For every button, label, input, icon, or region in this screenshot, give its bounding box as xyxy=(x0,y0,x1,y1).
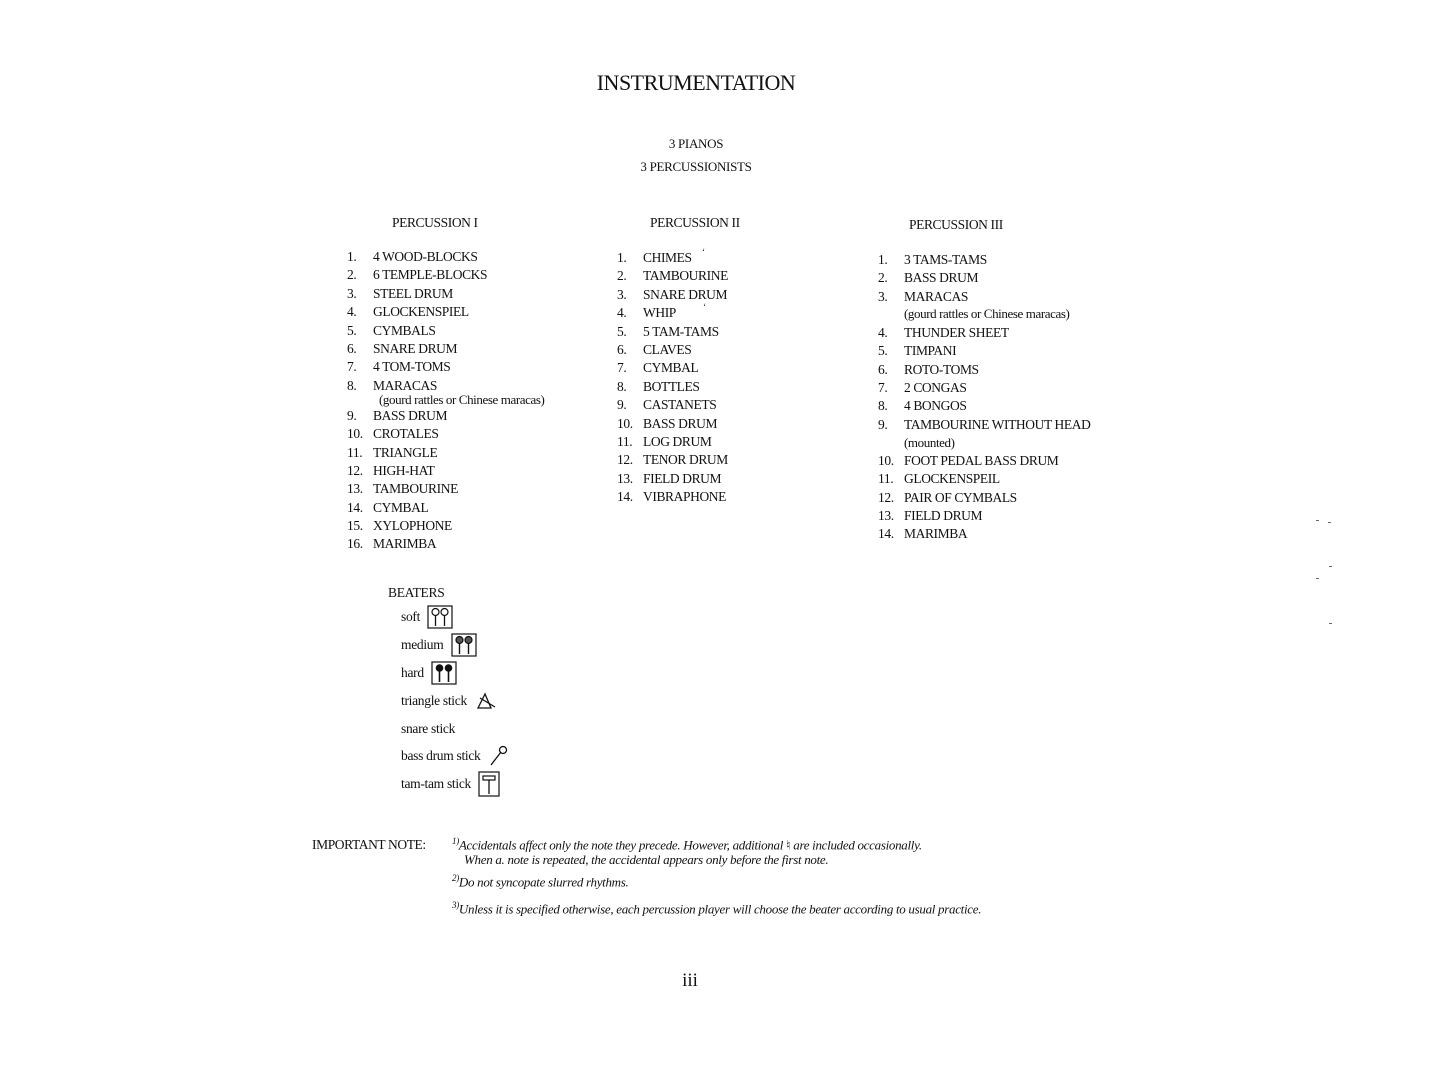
percussion-2-heading: PERCUSSION II xyxy=(650,215,740,230)
item-number: 14. xyxy=(878,526,894,542)
item-name: SNARE DRUM xyxy=(643,286,728,302)
beater-hard xyxy=(401,660,457,684)
soft-mallet-icon xyxy=(427,605,453,629)
item-name: TIMPANI xyxy=(904,343,957,359)
item-name: CASTANETS xyxy=(643,397,717,413)
item-name: MARACAS xyxy=(373,377,437,393)
beater-label: medium xyxy=(401,636,444,652)
item-name: 5 TAM-TAMS xyxy=(643,323,719,339)
note-1-line-2: When a. note is repeated, the accidental appears only before the first note. xyxy=(464,852,829,867)
item-name: TAMBOURINE xyxy=(643,268,728,284)
note-1 xyxy=(452,836,922,853)
item-number: 4. xyxy=(878,324,888,340)
item-note: (gourd rattles or Chinese maracas) xyxy=(379,391,545,407)
note-marker: 2) xyxy=(452,873,459,883)
note-text: Accidentals affect only the note they precede. However, additional ♮ are included occasionally. xyxy=(458,837,922,853)
bass-drum-stick-icon xyxy=(488,745,508,767)
item-number: 6. xyxy=(617,341,627,357)
item-name: GLOCKENSPIEL xyxy=(373,304,469,320)
beater-snare-stick xyxy=(401,716,455,740)
beater-label: triangle stick xyxy=(401,692,467,708)
item-number: 1. xyxy=(347,249,357,264)
item-name: TAMBOURINE xyxy=(373,481,458,497)
item-name: MARACAS xyxy=(904,288,968,304)
tick-mark: ʻ xyxy=(702,247,705,257)
item-number: 12. xyxy=(878,489,894,505)
item-name: 4 WOOD-BLOCKS xyxy=(373,249,478,264)
medium-mallet-icon xyxy=(451,633,477,657)
item-name: BASS DRUM xyxy=(643,415,718,431)
percussion-3-heading: PERCUSSION III xyxy=(909,217,1003,232)
item-note: (mounted) xyxy=(904,434,955,450)
item-number: 14. xyxy=(347,499,363,515)
item-name: THUNDER SHEET xyxy=(904,324,1009,340)
item-name: TRIANGLE xyxy=(373,444,438,460)
ensemble-pianos: 3 PIANOS xyxy=(668,136,724,151)
item-name: LOG DRUM xyxy=(643,433,712,449)
item-number: 12. xyxy=(617,452,633,468)
item-number: 4. xyxy=(617,305,627,321)
item-number: 9. xyxy=(878,416,888,432)
item-number: 11. xyxy=(617,433,633,449)
item-number: 1. xyxy=(617,250,627,265)
beater-label: hard xyxy=(401,664,424,680)
item-number: 3. xyxy=(878,288,888,304)
item-number: 7. xyxy=(617,360,627,376)
note-marker: 1) xyxy=(452,836,459,846)
important-note-label: IMPORTANT NOTE: xyxy=(312,837,426,852)
item-name: 4 TOM-TOMS xyxy=(373,359,451,375)
item-number: 3. xyxy=(347,285,357,301)
note-text: Do not syncopate slurred rhythms. xyxy=(458,874,629,890)
tam-tam-stick-icon xyxy=(478,771,500,797)
page-number: iii xyxy=(682,970,698,991)
item-number: 11. xyxy=(878,471,894,487)
scan-speck xyxy=(1329,566,1332,567)
item-number: 10. xyxy=(878,452,894,468)
item-number: 9. xyxy=(617,397,627,413)
item-number: 15. xyxy=(347,518,363,534)
item-number: 12. xyxy=(347,462,363,478)
item-number: 11. xyxy=(347,444,363,460)
item-number: 5. xyxy=(617,323,627,339)
item-number: 5. xyxy=(878,343,888,359)
percussion-1-heading: PERCUSSION I xyxy=(392,215,478,230)
beater-soft xyxy=(401,604,453,628)
beater-label: tam-tam stick xyxy=(401,776,471,791)
beater-medium xyxy=(401,632,477,656)
item-name: CLAVES xyxy=(643,341,692,357)
item-name: BASS DRUM xyxy=(904,270,979,286)
item-name: SNARE DRUM xyxy=(373,340,458,356)
item-number: 9. xyxy=(347,407,357,423)
note-2 xyxy=(452,873,628,890)
item-name: 2 CONGAS xyxy=(904,379,967,395)
item-name: WHIP xyxy=(643,305,676,321)
item-name: CYMBAL xyxy=(643,360,699,376)
item-number: 2. xyxy=(617,268,627,284)
item-name: CROTALES xyxy=(373,426,439,442)
item-name: CYMBAL xyxy=(373,499,429,515)
scan-speck xyxy=(1316,520,1319,521)
item-number: 3. xyxy=(617,286,627,302)
scan-speck xyxy=(1316,578,1319,579)
item-number: 7. xyxy=(347,359,357,375)
item-name: TENOR DRUM xyxy=(643,452,728,468)
item-name: GLOCKENSPEIL xyxy=(904,471,1000,487)
item-number: 10. xyxy=(617,415,633,431)
beater-triangle-stick xyxy=(401,688,498,712)
item-name: MARIMBA xyxy=(904,526,968,542)
note-text: Unless it is specified otherwise, each percussion player will choose the beater according to usual practice. xyxy=(458,901,982,917)
hard-mallet-icon xyxy=(431,661,457,685)
item-name: 4 BONGOS xyxy=(904,398,967,414)
item-number: 13. xyxy=(347,481,363,497)
beater-label: soft xyxy=(401,608,421,624)
item-number: 8. xyxy=(347,377,357,393)
item-number: 7. xyxy=(878,379,888,395)
item-number: 5. xyxy=(347,322,357,338)
beater-tam-tam-stick xyxy=(401,771,500,795)
item-name: FIELD DRUM xyxy=(643,470,722,486)
scan-speck xyxy=(1328,522,1331,523)
item-name: CYMBALS xyxy=(373,322,436,338)
item-name: VIBRAPHONE xyxy=(643,489,727,505)
note-3 xyxy=(452,900,981,917)
item-name: HIGH-HAT xyxy=(373,462,435,478)
item-number: 2. xyxy=(878,270,888,286)
beater-bass-drum-stick xyxy=(401,743,508,767)
item-number: 6. xyxy=(878,361,888,377)
beaters-heading: BEATERS xyxy=(388,585,445,600)
item-name: MARIMBA xyxy=(373,536,437,552)
item-number: 4. xyxy=(347,304,357,320)
item-name: STEEL DRUM xyxy=(373,285,453,301)
note-marker: 3) xyxy=(452,900,459,910)
item-number: 8. xyxy=(878,398,888,414)
beater-label: bass drum stick xyxy=(401,747,481,763)
item-name: BOTTLES xyxy=(643,378,700,394)
page-title: INSTRUMENTATION xyxy=(596,70,796,95)
item-name: 6 TEMPLE-BLOCKS xyxy=(373,267,488,283)
item-name: BASS DRUM xyxy=(373,407,448,423)
item-name: PAIR OF CYMBALS xyxy=(904,489,1017,505)
item-number: 1. xyxy=(878,252,888,267)
item-number: 14. xyxy=(617,489,633,505)
item-number: 6. xyxy=(347,340,357,356)
item-number: 8. xyxy=(617,378,627,394)
item-name: 3 TAMS-TAMS xyxy=(904,252,987,267)
tick-mark: ʻ xyxy=(703,302,706,313)
item-number: 16. xyxy=(347,536,363,552)
item-name: ROTO-TOMS xyxy=(904,361,979,377)
item-number: 2. xyxy=(347,267,357,283)
item-name: CHIMES xyxy=(643,250,692,265)
item-note: (gourd rattles or Chinese maracas) xyxy=(904,305,1070,321)
item-number: 10. xyxy=(347,426,363,442)
item-name: FOOT PEDAL BASS DRUM xyxy=(904,452,1059,468)
ensemble-percussionists: 3 PERCUSSIONISTS xyxy=(640,159,752,174)
item-name: FIELD DRUM xyxy=(904,507,983,523)
beater-label: snare stick xyxy=(401,720,456,736)
item-name: XYLOPHONE xyxy=(373,518,452,534)
item-number: 13. xyxy=(617,470,633,486)
triangle-stick-icon xyxy=(474,690,498,712)
item-name: TAMBOURINE WITHOUT HEAD xyxy=(904,416,1091,432)
item-number: 13. xyxy=(878,507,894,523)
scan-speck xyxy=(1329,623,1332,624)
